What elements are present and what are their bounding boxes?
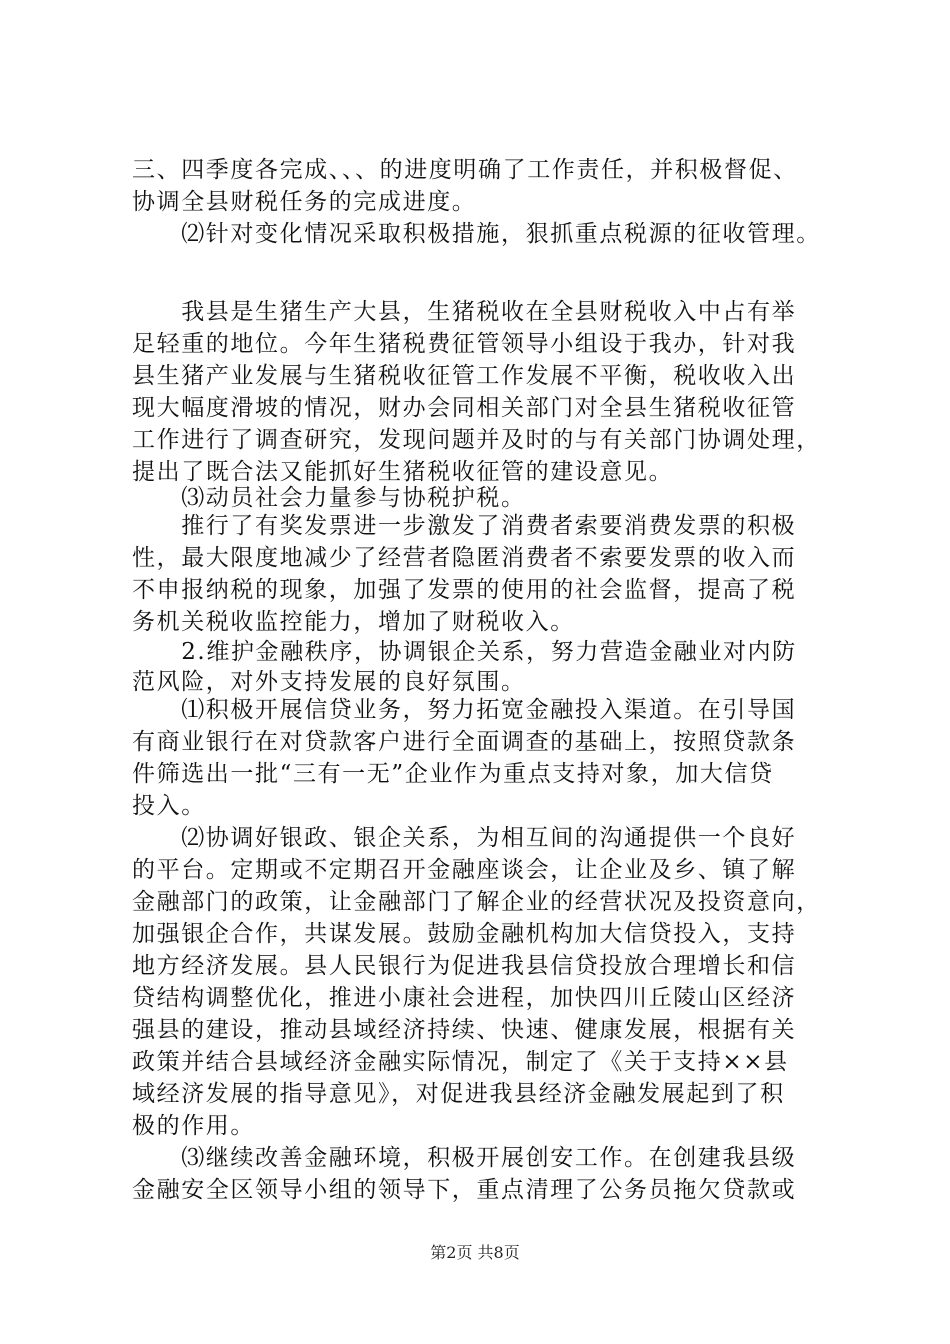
text-line: 工作进行了调查研究，发现问题并及时的与有关部门协调处理， — [132, 427, 821, 453]
text-line: 政策并结合县域经济金融实际情况，制定了《关于支持××县 — [132, 1049, 789, 1075]
text-line: 域经济发展的指导意见》，对促进我县经济金融发展起到了积 — [132, 1081, 785, 1107]
text-line: ⑶动员社会力量参与协税护税。 — [132, 485, 526, 511]
text-line: 提出了既合法又能抓好生猪税收征管的建设意见。 — [132, 459, 674, 485]
text-line: 加强银企合作，共谋发展。鼓励金融机构加大信贷投入，支持 — [132, 921, 797, 947]
text-line: 三、四季度各完成、、、的进度明确了工作责任，并积极督促、 — [132, 157, 798, 183]
text-line: 务机关税收监控能力，增加了财税收入。 — [132, 609, 575, 635]
text-line: 地方经济发展。县人民银行为促进我县信贷投放合理增长和信 — [132, 953, 797, 979]
text-line: ⑴积极开展信贷业务，努力拓宽金融投入渠道。在引导国 — [132, 697, 797, 723]
text-line: ⑶继续改善金融环境，积极开展创安工作。在创建我县级 — [132, 1145, 797, 1171]
text-line: 范风险，对外支持发展的良好氛围。 — [132, 669, 526, 695]
text-line: 投入。 — [132, 793, 206, 819]
text-line: 我县是生猪生产大县，生猪税收在全县财税收入中占有举 — [132, 299, 797, 325]
text-line: 2.维护金融秩序，协调银企关系，努力营造金融业对内防 — [132, 639, 797, 665]
text-line: 协调全县财税任务的完成进度。 — [132, 189, 477, 215]
text-line: 推行了有奖发票进一步激发了消费者索要消费发票的积极 — [132, 513, 797, 539]
text-line: 的平台。定期或不定期召开金融座谈会，让企业及乡、镇了解 — [132, 857, 797, 883]
text-line: 有商业银行在对贷款客户进行全面调查的基础上，按照贷款条 — [132, 729, 797, 755]
text-line: 极的作用。 — [132, 1113, 255, 1139]
text-line: 现大幅度滑坡的情况，财办会同相关部门对全县生猪税收征管 — [132, 395, 797, 421]
text-line: 县生猪产业发展与生猪税收征管工作发展不平衡，税收收入出 — [132, 363, 797, 389]
text-line: 贷结构调整优化，推进小康社会进程，加快四川丘陵山区经济 — [132, 985, 797, 1011]
text-line: 金融安全区领导小组的领导下，重点清理了公务员拖欠贷款或 — [132, 1177, 797, 1203]
text-line: ⑵针对变化情况采取积极措施，狠抓重点税源的征收管理。 — [132, 221, 821, 247]
text-line: 性，最大限度地减少了经营者隐匿消费者不索要发票的收入而 — [132, 545, 797, 571]
text-line: 不申报纳税的现象，加强了发票的使用的社会监督，提高了税 — [132, 577, 797, 603]
text-line: 件筛选出一批“三有一无”企业作为重点支持对象，加大信贷 — [132, 761, 774, 787]
text-line: 金融部门的政策，让金融部门了解企业的经营状况及投资意向， — [132, 889, 821, 915]
text-line: ⑵协调好银政、银企关系，为相互间的沟通提供一个良好 — [132, 825, 797, 851]
text-line: 强县的建设，推动县域经济持续、快速、健康发展，根据有关 — [132, 1017, 797, 1043]
text-line: 足轻重的地位。今年生猪税费征管领导小组设于我办，针对我 — [132, 331, 797, 357]
page-number: 第2页 共8页 — [430, 1243, 520, 1262]
